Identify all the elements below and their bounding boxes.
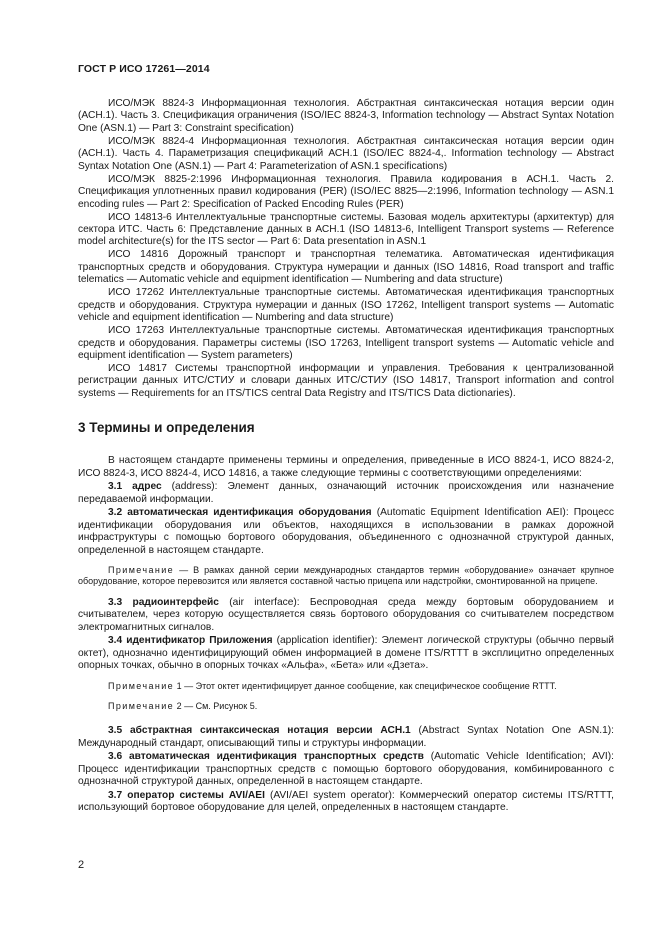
document-header: ГОСТ Р ИСО 17261—2014 bbox=[78, 63, 210, 75]
term-text: (AVI/AEI system operator): Коммерческий оператор системы ITS/RTTT, использующий бортовое оборудование для целей, определенных в настоящем стандарте. bbox=[78, 789, 614, 814]
term-number: 3.3 bbox=[108, 596, 123, 608]
page-number: 2 bbox=[78, 859, 85, 871]
term-definition bbox=[78, 507, 614, 557]
term-definition bbox=[78, 635, 614, 672]
term-definition bbox=[78, 751, 614, 788]
term-note bbox=[78, 565, 614, 588]
term-text: (air interface): Беспроводная среда между бортовым оборудованием и считывателем, через которую осуществляется связь бортового оборудования со считывателем посредством электромагнитных сигналов. bbox=[78, 596, 614, 633]
term-text: (address): Элемент данных, означающий источник происхождения или назначение передаваемой информации. bbox=[78, 481, 615, 505]
term-note bbox=[78, 701, 614, 712]
note-text: 2 — См. Рисунок 5. bbox=[174, 700, 258, 711]
note-label: Примечание bbox=[108, 680, 175, 691]
term-text: (application identifier): Элемент логической структуры (обычно первый октет), однозначно идентифицирующий обмен информацией в домене ITS/RTTT в эксплицитно определенных опорных точках, обычно в опорных точках «Альфа», «Бета» или «Дзета». bbox=[78, 635, 614, 672]
term-number: 3.4 bbox=[108, 635, 123, 647]
section-title: 3 Термины и определения bbox=[78, 420, 255, 436]
reference-item: ИСО/МЭК 8825-2:1996 Информационная технология. Правила кодирования в АСН.1. Часть 2. Спецификация уплотненных правил кодирования (PER) (ISO/IEC 8825—2:1996, Information technology — ASN.1 encoding rules — Part 2: Specification of Packed Encoding Rules (PER) bbox=[78, 173, 614, 210]
reference-item: ИСО 14813-6 Интеллектуальные транспортные системы. Базовая модель архитектуры (архитектур) для сектора ИТС. Часть 6: Представление данных в АСН.1 (ISO 14813-6, Intelligent Transport systems — Reference model architecture(s) for the ITS sector — Part 6: Data presentation in ASN.1 bbox=[78, 211, 614, 248]
term-definition bbox=[78, 481, 614, 506]
term-number: 3.2 bbox=[108, 507, 123, 519]
term-number: 3.5 bbox=[108, 725, 123, 737]
term-text: (Automatic Vehicle Identification; AVI): Процесс идентификации транспортных средств с помощью бортового оборудования, комбинированного с однозначной структурой данных, определенной в настоящем стандарте. bbox=[78, 751, 614, 788]
term-name: радиоинтерфейс bbox=[132, 596, 219, 608]
term-name: идентификатор Приложения bbox=[126, 635, 273, 647]
term-number: 3.6 bbox=[108, 751, 123, 763]
document-body bbox=[78, 98, 614, 816]
note-label: Примечание bbox=[108, 700, 175, 711]
term-definition bbox=[78, 597, 614, 634]
term-name: адрес bbox=[132, 481, 162, 493]
term-note bbox=[78, 681, 614, 692]
term-number: 3.7 bbox=[108, 789, 123, 801]
reference-item: ИСО 17262 Интеллектуальные транспортные системы. Автоматическая идентификация транспортных средств и оборудования. Структура нумерации и данных (ISO 17262, Intelligent transport systems — Automatic vehicle and equipment identification — Numbering and data structure) bbox=[78, 287, 614, 324]
note-text: — В рамках данной серии международных стандартов термин «оборудование» означает крупное оборудование, которое перевозится или является составной частью прицепа или надстройки, смонтированной на прицепе. bbox=[78, 565, 614, 587]
reference-item: ИСО 14817 Системы транспортной информации и управления. Требования к централизованной регистрации данных ИТС/СТИУ и словари данных ИТС/СТИУ (ISO 14817, Transport information and control systems — Requirements for an ITS/TICS central Data Registry and ITS/TICS Data dictionaries). bbox=[78, 363, 614, 399]
reference-item: ИСО/МЭК 8824-4 Информационная технология. Абстрактная синтаксическая нотация версии один (АСН.1). Часть 4. Параметризация спецификаций АСН.1 (ISO/IEC 8824-4,. Information technology — Abstract Syntax Notation One (ASN.1) — Part 4: Parameterization of ASN.1 specifications) bbox=[78, 135, 614, 172]
term-definition bbox=[78, 725, 614, 750]
term-name: автоматическая идентификация транспортных средств bbox=[128, 751, 424, 763]
term-name: оператор системы AVI/AEI bbox=[127, 789, 265, 801]
reference-item: ИСО 14816 Дорожный транспорт и транспортная телематика. Автоматическая идентификация транспортных средств и оборудования. Структура нумерации и данных (ISO 14816, Road transport and traffic telematics — Automatic vehicle and equipment identification — Numbering and data structure) bbox=[78, 249, 614, 286]
reference-item: ИСО 17263 Интеллектуальные транспортные системы. Автоматическая идентификация транспортных средств и оборудования. Параметры системы (ISO 17263, Intelligent transport systems — Automatic vehicle and equipment identification — System parameters) bbox=[78, 325, 614, 362]
term-definition bbox=[78, 790, 614, 815]
note-label: Примечание bbox=[108, 565, 175, 575]
term-text: (Abstract Syntax Notation One ASN.1): Международный стандарт, описывающий типы и структуры информации. bbox=[78, 725, 614, 749]
term-text: (Automatic Equipment Identification AEI): Процесс идентификации оборудования или объектов, находящихся в использовании в рамках дорожной инфраструктуры с помощью бортового оборудования, объединенного с однозначной структурой данных, определенной в настоящем стандарте. bbox=[78, 507, 614, 556]
section-intro: В настоящем стандарте применены термины и определения, приведенные в ИСО 8824-1, ИСО 8824-2, ИСО 8824-3, ИСО 8824-4, ИСО 14816, а также следующие термины с соответствующими определениями: bbox=[78, 455, 614, 479]
reference-item: ИСО/МЭК 8824-3 Информационная технология. Абстрактная синтаксическая нотация версии один (АСН.1). Часть 3. Спецификация ограничения (ISO/IEC 8824-3, Information technology — Abstract Syntax Notation One (ASN.1) — Part 3: Constraint specification) bbox=[78, 98, 614, 134]
term-name: автоматическая идентификация оборудования bbox=[127, 507, 372, 519]
note-text: 1 — Этот октет идентифицирует данное сообщение, как специфическое сообщение RTTT. bbox=[174, 680, 557, 691]
term-number: 3.1 bbox=[108, 481, 123, 493]
term-name: абстрактная синтаксическая нотация версии АСН.1 bbox=[130, 725, 411, 737]
